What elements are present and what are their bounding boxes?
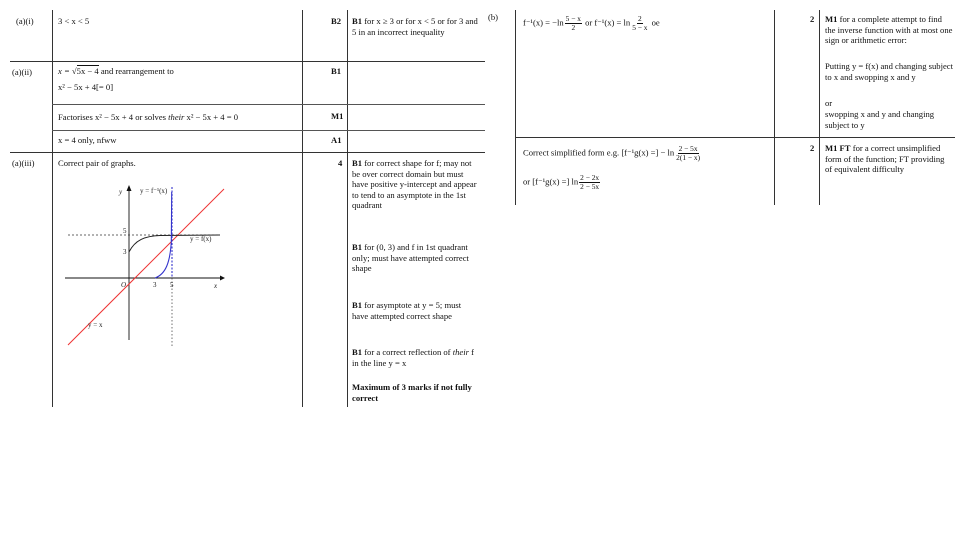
guidance-b-1-text: for a complete attempt to find the inverse function with at most one sign or arithmetic error: (825, 14, 953, 45)
answer-a-ii-root: 5x − 4 (76, 66, 99, 76)
right-col-divider-1 (515, 10, 516, 205)
marks-a-iii: 4 (338, 158, 343, 168)
y-axis-arrow-icon (127, 185, 132, 191)
guidance-a-i-text: for x ≥ 3 or for x < 5 or for 3 and 5 in an incorrect inequality (352, 16, 478, 37)
graph-axis-label-x: x (214, 282, 218, 290)
left-row-divider-1 (10, 61, 485, 62)
answer-b-composite-1 (523, 145, 702, 162)
question-label-a-ii: (a)(ii) (12, 67, 33, 77)
answer-a-ii-factorises-post: x² − 5x + 4 = 0 (184, 112, 239, 122)
guidance-a-iii-3-text: for asymptote at y = 5; must have attempted correct shape (352, 300, 462, 321)
guidance-a-i (352, 16, 480, 37)
answer-a-ii-factorises-pre: Factorises x² − 5x + 4 or solves (58, 112, 169, 122)
fraction-1 (565, 15, 582, 32)
fraction-2-num: 2 (638, 14, 642, 23)
graph-label-f-inverse: y = f⁻¹(x) (140, 187, 168, 195)
marks-a-i: B2 (331, 16, 342, 26)
fraction-3-den: 2(1 − x) (676, 153, 701, 162)
graph-tick-x-3: 3 (153, 281, 157, 289)
guidance-a-iii-4-code: B1 (352, 347, 363, 357)
answer-a-ii-factorises-their: their (168, 112, 185, 122)
fraction-3 (675, 145, 701, 162)
answer-b-inverse (523, 15, 660, 32)
guidance-b-1 (825, 14, 953, 46)
guidance-a-iii-1 (352, 158, 477, 211)
answer-b-inverse-post: oe (649, 17, 660, 28)
answer-a-ii-post: and rearrangement to (98, 66, 174, 76)
answer-a-iii: Correct pair of graphs. (58, 158, 136, 168)
function-graph-sketch (60, 182, 230, 348)
answer-a-i: 3 < x < 5 (58, 16, 90, 26)
answer-b-composite-2-pre: or [f⁻¹g(x) =] ln (523, 176, 579, 187)
left-row-divider-3 (52, 130, 485, 131)
guidance-a-iii-4-their: their (452, 347, 469, 357)
left-row-divider-4 (10, 152, 485, 153)
answer-a-ii-line2: x² − 5x + 4[= 0] (58, 82, 114, 92)
answer-b-inverse-pre: f⁻¹(x) = −ln (523, 17, 564, 28)
graph-tick-y-3: 3 (123, 248, 127, 256)
left-col-divider-1 (52, 10, 53, 407)
answer-a-ii-pre: x = (58, 66, 72, 76)
marks-a-ii-a1: A1 (331, 135, 342, 145)
answer-a-ii-final: x = 4 only, nfww (58, 135, 117, 145)
question-label-a-i: (a)(i) (16, 16, 34, 26)
fraction-3-num: 2 − 5x (678, 144, 698, 153)
guidance-a-iii-2-code: B1 (352, 242, 363, 252)
graph-tick-x-5: 5 (170, 281, 174, 289)
left-row-divider-2 (52, 104, 485, 105)
fraction-4-den: 2 − 5x (580, 182, 600, 191)
guidance-b-1-code: M1 (825, 14, 838, 24)
guidance-b-2-code: M1 FT (825, 143, 851, 153)
fraction-4 (579, 174, 600, 191)
marks-a-ii-b1: B1 (331, 66, 342, 76)
x-axis-arrow-icon (220, 276, 225, 281)
guidance-b-1-option-a: Putting y = f(x) and changing subject to x and swopping x and y (825, 61, 953, 82)
marks-a-ii-m1: M1 (331, 111, 344, 121)
guidance-a-i-code: B1 (352, 16, 363, 26)
graph-tick-y-5: 5 (123, 227, 127, 235)
answer-b-inverse-mid: or f⁻¹(x) = ln (582, 17, 631, 28)
sqrt-symbol: √ (71, 66, 77, 76)
guidance-b-1-option-b: swopping x and y and changing subject to y (825, 109, 935, 130)
fraction-4-num: 2 − 2x (580, 173, 600, 182)
guidance-b-1-or: or (825, 98, 833, 108)
marks-b-2: 2 (810, 143, 815, 153)
fraction-2-den: 5 − x (632, 23, 648, 32)
fraction-1-den: 2 (571, 23, 576, 32)
answer-b-composite-1-pre: Correct simplified form e.g. [f⁻¹g(x) =] − ln (523, 147, 675, 158)
guidance-a-iii-1-code: B1 (352, 158, 363, 168)
right-col-divider-2 (774, 10, 775, 205)
guidance-b-2-text: for a correct unsimplified form of the function; FT providing of equivalent difficulty (825, 143, 945, 174)
guidance-a-iii-2-text: for (0, 3) and f in 1st quadrant only; must have attempted correct shape (352, 242, 469, 273)
guidance-a-iii-4-post: f in the line y = x (352, 347, 474, 368)
guidance-a-iii-4-pre: for a correct reflection of (364, 347, 453, 357)
graph-axis-label-y: y (119, 188, 123, 196)
guidance-a-iii-1-text: for correct shape for f; may not be over correct domain but must have positive y-intercept and appear to tend to an asymptote in the 1st quadrant (352, 158, 477, 210)
guidance-a-iii-3 (352, 300, 477, 321)
guidance-a-iii-3-code: B1 (352, 300, 363, 310)
fraction-2 (631, 15, 648, 32)
fraction-1-num: 5 − x (565, 14, 581, 23)
guidance-a-iii-max: Maximum of 3 marks if not fully correct (352, 382, 472, 403)
graph-label-y-equals-x: y = x (88, 321, 103, 329)
guidance-a-iii-4 (352, 347, 477, 368)
guidance-b-2 (825, 143, 953, 175)
answer-b-composite-2 (523, 174, 601, 191)
left-col-divider-3 (347, 10, 348, 407)
guidance-a-iii-2 (352, 242, 477, 274)
answer-a-ii-factorises (58, 112, 238, 123)
right-row-divider-1 (515, 137, 955, 138)
marks-b-1: 2 (810, 14, 815, 24)
question-label-b: (b) (488, 12, 499, 22)
answer-a-ii-line1 (58, 66, 174, 77)
graph-label-f: y = f(x) (190, 235, 212, 243)
left-col-divider-2 (302, 10, 303, 407)
right-col-divider-3 (819, 10, 820, 205)
question-label-a-iii: (a)(iii) (12, 158, 35, 168)
graph-origin-label: O (121, 281, 127, 289)
